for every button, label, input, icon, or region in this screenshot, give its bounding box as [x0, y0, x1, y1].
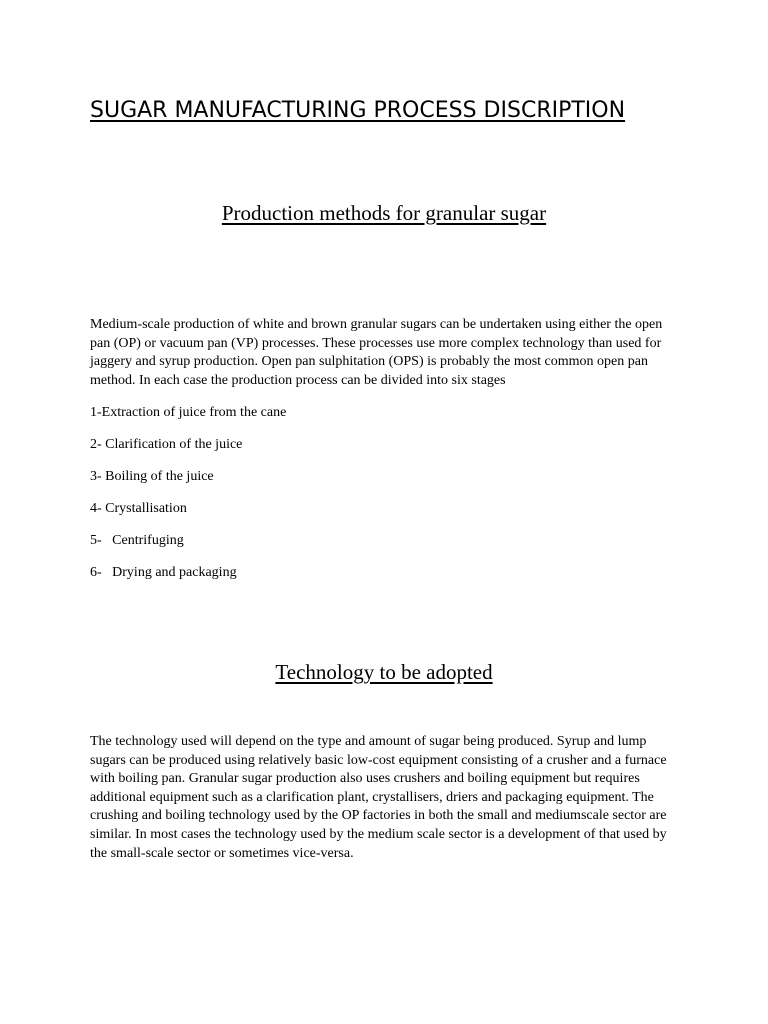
stage-item-6: 6- Drying and packaging: [90, 565, 237, 580]
document-title: SUGAR MANUFACTURING PROCESS DISCRIPTION: [90, 98, 626, 123]
stage-item-5: 5- Centrifuging: [90, 533, 184, 548]
technology-paragraph: The technology used will depend on the type and amount of sugar being produced. Syrup and lump sugars can be produced using relatively basic low-cost equipment consisting of a crusher and a furnace with boiling pan. Granular sugar production also uses crushers and boiling equipment but requires additional equipment such as a clarification plant, crystallisers, driers and packaging equipment. The crushing and boiling technology used by the OP factories in both the small and mediumscale sector are similar. In most cases the technology used by the medium scale sector is a development of that used by the small-scale sector or sometimes vice-versa.: [90, 734, 667, 861]
stage-item-1: 1-Extraction of juice from the cane: [90, 405, 287, 420]
production-methods-paragraph: Medium-scale production of white and brown granular sugars can be undertaken using either the open pan (OP) or vacuum pan (VP) processes. These processes use more complex technology than used for jaggery and syrup production. Open pan sulphitation (OPS) is probably the most common open pan method. In each case the production process can be divided into six stages: [90, 317, 663, 388]
stage-item-3: 3- Boiling of the juice: [90, 469, 214, 484]
section-heading-technology: Technology to be adopted: [275, 660, 493, 684]
section-heading-production-methods: Production methods for granular sugar: [221, 201, 547, 225]
stage-item-2: 2- Clarification of the juice: [90, 437, 243, 452]
stage-item-4: 4- Crystallisation: [90, 501, 187, 516]
